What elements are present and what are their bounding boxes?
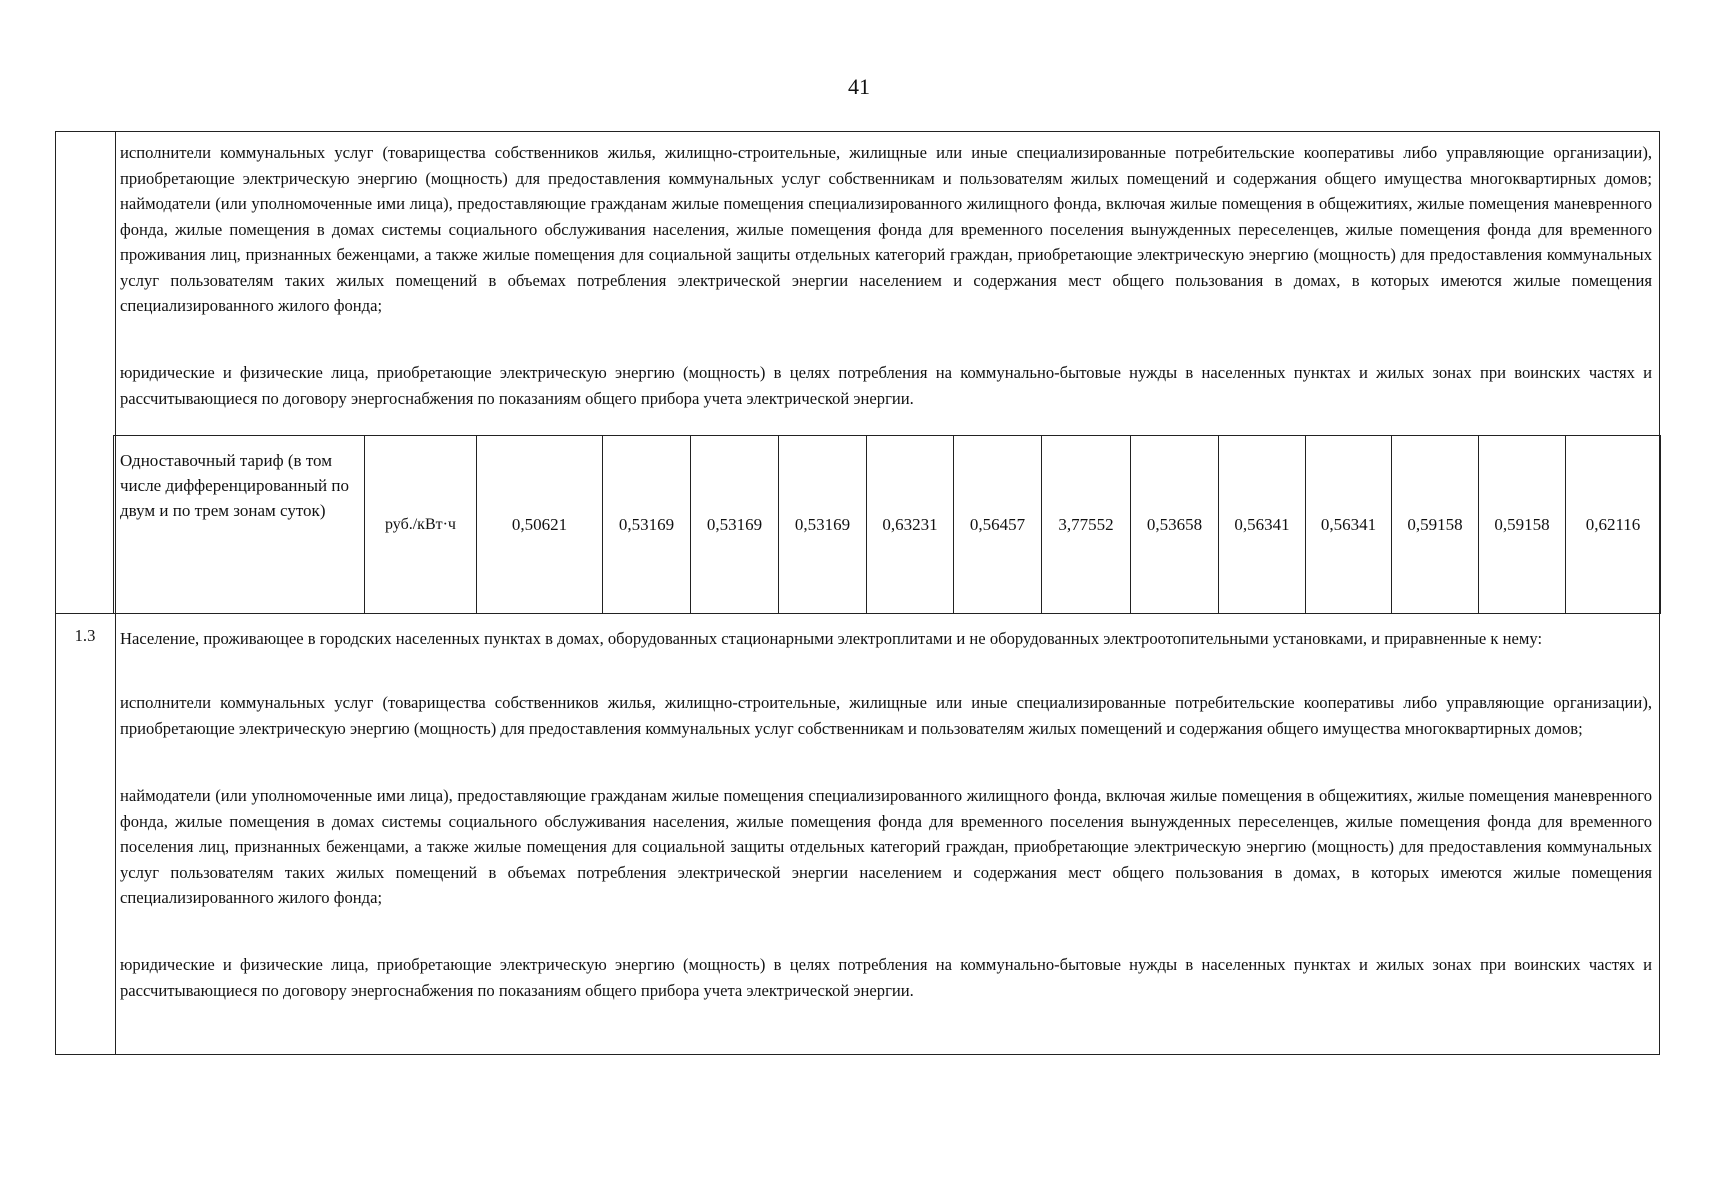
paragraph-1-3-legal-entities: юридические и физические лица, приобретающие электрическую энергию (мощность) в целях потребления на коммунально-бытовые нужды в населенных пунктах и жилых зонах при воинских частях и рассчитывающиеся по договору энергоснабжения по показаниям общего прибора учета электрической энергии. [120,955,1652,1000]
paragraph-prev-1: исполнители коммунальных услуг (товарищества собственников жилья, жилищно-строительные, жилищные или иные специализированные потребительские кооперативы либо управляющие организации), приобретающие электрическую энергию (мощность) для предоставления коммунальных услуг собственникам и пользователям жилых помещений и содержания общего имущества многоквартирных домов; наймодатели (или уполномоченные ими лица), предоставляющие гражданам жилые помещения специализированного жилищного фонда, включая жилые помещения в общежитиях, жилые помещения маневренного фонда, жилые помещения в домах системы социального обслуживания населения, жилые помещения фонда для временного поселения вынужденных переселенцев, жилые помещения фонда для временного проживания лиц, признанных беженцами, а также жилые помещения для социальной защиты отдельных категорий граждан, приобретающие электрическую энергию (мощность) для предоставления коммунальных услуг пользователям таких жилых помещений в объемах потребления электрической энергии населением и содержания мест общего пользования в домах, в которых имеются жилые помещения специализированного жилого фонда; [120,143,1652,315]
paragraph-1-3-landlords: наймодатели (или уполномоченные ими лица), предоставляющие гражданам жилые помещения специализированного жилищного фонда, включая жилые помещения в общежитиях, жилые помещения маневренного фонда, жилые помещения в домах системы социального обслуживания населения, жилые помещения фонда для временного поселения вынужденных переселенцев, жилые помещения фонда для временного поселения лиц, признанных беженцами, а также жилые помещения для социальной защиты отдельных категорий граждан, приобретающие электрическую энергию (мощность) для предоставления коммунальных услуг пользователям таких жилых помещений в объемах потребления электрической энергии населением и содержания мест общего пользования в домах, в которых имеются жилые помещения специализированного жилого фонда; [120,786,1652,907]
tariff-value: 0,56341 [1219,436,1306,614]
tariff-value: 0,53169 [691,436,779,614]
tariff-value: 0,53169 [779,436,867,614]
tariff-value: 0,62116 [1566,436,1661,614]
tariff-row [114,436,1661,614]
paragraph-1-3-executors: исполнители коммунальных услуг (товарищества собственников жилья, жилищно-строительные, жилищные или иные специализированные потребительские кооперативы либо управляющие организации), приобретающие электрическую энергию (мощность) для предоставления коммунальных услуг собственникам и пользователям жилых помещений и содержания общего имущества многоквартирных домов; [120,693,1652,738]
tariff-unit: руб./кВт·ч [365,436,477,614]
row-number-1-3: 1.3 [74,626,96,645]
tariff-value: 0,53658 [1131,436,1219,614]
tariff-value: 0,59158 [1392,436,1479,614]
tariff-label: Одноставочный тариф (в том числе дифференцированный по двум и по трем зонам суток) [114,436,365,614]
tariff-value: 0,53169 [603,436,691,614]
tariff-value: 0,63231 [867,436,954,614]
tariff-value: 3,77552 [1042,436,1131,614]
row-number-column [56,132,116,1054]
paragraph-1-3-intro: Население, проживающее в городских населенных пунктах в домах, оборудованных стационарными электроплитами и не оборудованных электроотопительными установками, и приравненные к нему: [120,629,1543,648]
tariff-value: 0,56341 [1306,436,1392,614]
tariff-value: 0,59158 [1479,436,1566,614]
tariff-table [113,435,1661,614]
tariff-value: 0,56457 [954,436,1042,614]
page-number: 41 [848,74,870,99]
paragraph-prev-2: юридические и физические лица, приобретающие электрическую энергию (мощность) в целях потребления на коммунально-бытовые нужды в населенных пунктах и жилых зонах при воинских частях и рассчитывающиеся по договору энергоснабжения по показаниям общего прибора учета электрической энергии. [120,363,1652,408]
tariff-value: 0,50621 [477,436,603,614]
